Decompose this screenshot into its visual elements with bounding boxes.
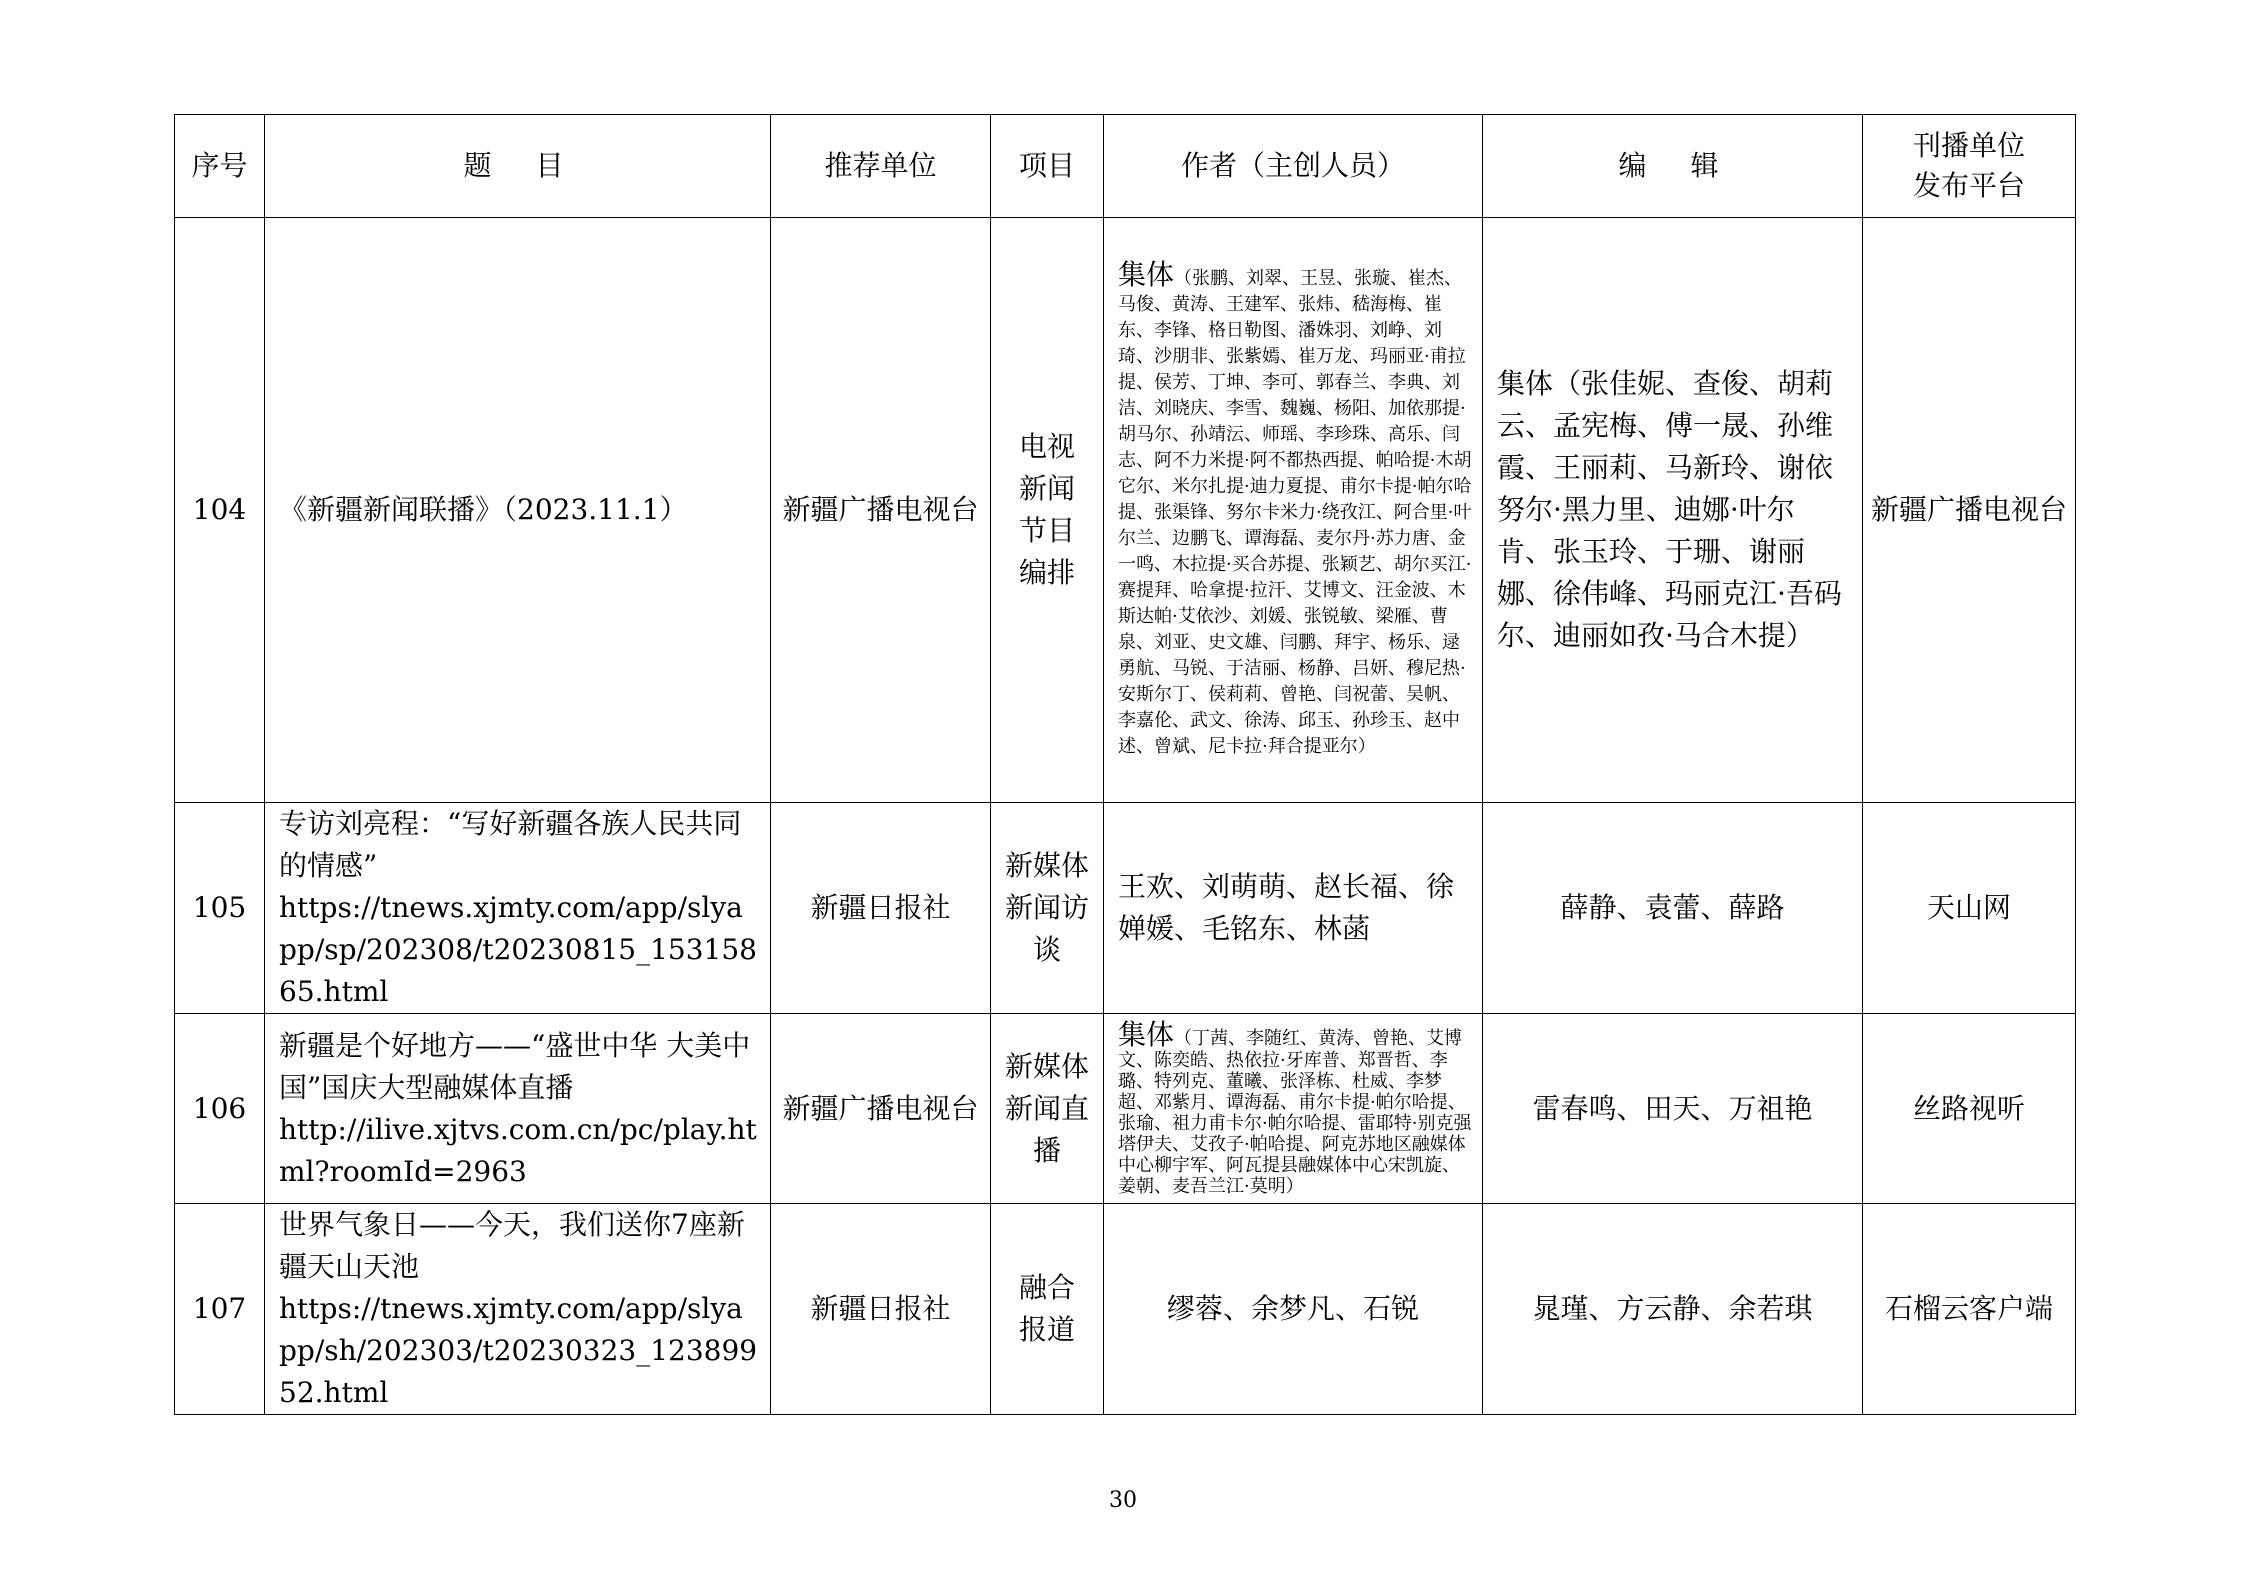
header-row (175, 115, 2076, 218)
row-project (991, 803, 1104, 1014)
row-title-text: 新疆是个好地方——“盛世中华 大美中国”国庆大型融媒体直播 (279, 1028, 751, 1104)
row-editors: 集体（张佳妮、查俊、胡莉云、孟宪梅、傅一晟、孙维霞、王丽莉、马新玲、谢依努尔·黑力里、迪娜·叶尔肯、张玉玲、于珊、谢丽娜、徐伟峰、玛丽克江·吾码尔、迪丽如孜·马合木提） (1483, 218, 1863, 803)
table-row (175, 1014, 2076, 1204)
row-seq: 105 (175, 803, 265, 1014)
row-title (265, 803, 771, 1014)
table-row (175, 1204, 2076, 1415)
row-project (991, 1014, 1104, 1204)
header-platform-line2: 发布平台 (1912, 169, 2025, 202)
row-title-text: 《新疆新闻联播》（2023.11.1） (279, 493, 688, 526)
page-number: 30 (1109, 1488, 1137, 1513)
row-authors-lead: 王欢、刘萌萌、赵长福、徐婵媛、毛铭东、林菡 (1118, 870, 1455, 945)
row-editors: 晁瑾、方云静、余若琪 (1483, 1204, 1863, 1415)
row-title (265, 1014, 771, 1204)
header-unit: 推荐单位 (771, 115, 991, 218)
row-project (991, 1204, 1104, 1415)
row-seq: 107 (175, 1204, 265, 1415)
row-unit: 新疆日报社 (771, 1204, 991, 1415)
table-row (175, 218, 2076, 803)
table-row (175, 803, 2076, 1014)
header-platform (1863, 115, 2076, 218)
row-authors (1104, 803, 1483, 1014)
row-authors (1104, 218, 1483, 803)
row-title-text: 世界气象日——今天，我们送你7座新疆天山天池 (279, 1208, 745, 1283)
row-authors-detail: （丁茜、李随红、黄涛、曾艳、艾博文、陈奕皓、热依拉·牙库普、郑晋哲、李璐、特列克、董曦、张泽栋、杜威、李梦超、邓紫月、谭海磊、甫尔卡提·帕尔哈提、张瑜、祖力甫卡尔·帕尔哈提、雷耶特·别克强塔伊夫、艾孜子·帕哈提、阿克苏地区融媒体中心柳宇军、阿瓦提县融媒体中心宋凯旋、姜朝、麦吾兰江·莫明） (1118, 1028, 1472, 1197)
row-editors: 薛静、袁蕾、薛路 (1483, 803, 1863, 1014)
row-title-url[interactable]: https://tnews.xjmty.com/app/slyapp/sp/202308/t20230815_15315865.html (279, 891, 757, 1008)
row-unit: 新疆日报社 (771, 803, 991, 1014)
row-title (265, 1204, 771, 1415)
header-editors: 编 辑 (1483, 115, 1863, 218)
row-unit: 新疆广播电视台 (771, 218, 991, 803)
row-title-text: 专访刘亮程：“写好新疆各族人民共同的情感” (279, 807, 742, 882)
row-editors: 雷春鸣、田天、万祖艳 (1483, 1014, 1863, 1204)
header-title: 题 目 (265, 115, 771, 218)
header-project: 项目 (991, 115, 1104, 218)
row-authors-lead: 集体 (1118, 1018, 1175, 1051)
row-authors-lead: 集体 (1118, 258, 1175, 291)
row-project-text: 新媒体新闻访谈 (1005, 849, 1090, 966)
row-project (991, 218, 1104, 803)
row-project-text: 融合报道 (1018, 1271, 1075, 1346)
row-platform: 新疆广播电视台 (1863, 218, 2076, 803)
row-platform: 丝路视听 (1863, 1014, 2076, 1204)
header-platform-line1: 刊播单位 (1912, 129, 2025, 162)
row-title-url[interactable]: http://ilive.xjtvs.com.cn/pc/play.html?roomId=2963 (279, 1112, 757, 1188)
row-seq: 104 (175, 218, 265, 803)
row-project-text: 电视新闻节目编排 (1018, 430, 1075, 589)
row-authors (1104, 1014, 1483, 1204)
row-title (265, 218, 771, 803)
header-authors: 作者（主创人员） (1104, 115, 1483, 218)
row-title-url[interactable]: https://tnews.xjmty.com/app/slyapp/sh/202303/t20230323_12389952.html (279, 1292, 758, 1409)
row-seq: 106 (175, 1014, 265, 1204)
header-seq: 序号 (175, 115, 265, 218)
row-authors: 缪蓉、余梦凡、石锐 (1104, 1204, 1483, 1415)
award-table (174, 114, 2076, 1415)
row-project-text: 新媒体新闻直播 (1005, 1049, 1090, 1167)
row-unit: 新疆广播电视台 (771, 1014, 991, 1204)
row-authors-detail: （张鹏、刘翠、王昱、张璇、崔杰、马俊、黄涛、王建军、张炜、嵇海梅、崔东、李锋、格日勒图、潘姝羽、刘峥、刘琦、沙朋非、张紫嫣、崔万龙、玛丽亚·甫拉提、侯芳、丁坤、李可、郭春兰、李典、刘洁、刘晓庆、李雪、魏巍、杨阳、加依那提·胡马尔、孙靖沄、师瑶、李珍珠、高乐、闫志、阿不力米提·阿不都热西提、帕哈提·木胡它尔、米尔扎提·迪力夏提、甫尔卡提·帕尔哈提、张渠锋、努尔卡米力·绕孜江、阿合里·叶尔兰、边鹏飞、谭海磊、麦尔丹·苏力唐、金一鸣、木拉提·买合苏提、张颖艺、胡尔买江·赛提拜、哈拿提·拉汗、艾博文、汪金波、木斯达帕·艾依沙、刘媛、张锐敏、梁雁、曹泉、刘亚、史文雄、闫鹏、拜宇、杨乐、逯勇航、马锐、于洁丽、杨静、吕妍、穆尼热·安斯尔丁、侯莉莉、曾艳、闫祝蕾、吴帆、李嘉伦、武文、徐涛、邱玉、孙珍玉、赵中述、曾斌、尼卡拉·拜合提亚尔） (1118, 268, 1472, 757)
row-platform: 石榴云客户端 (1863, 1204, 2076, 1415)
row-platform: 天山网 (1863, 803, 2076, 1014)
